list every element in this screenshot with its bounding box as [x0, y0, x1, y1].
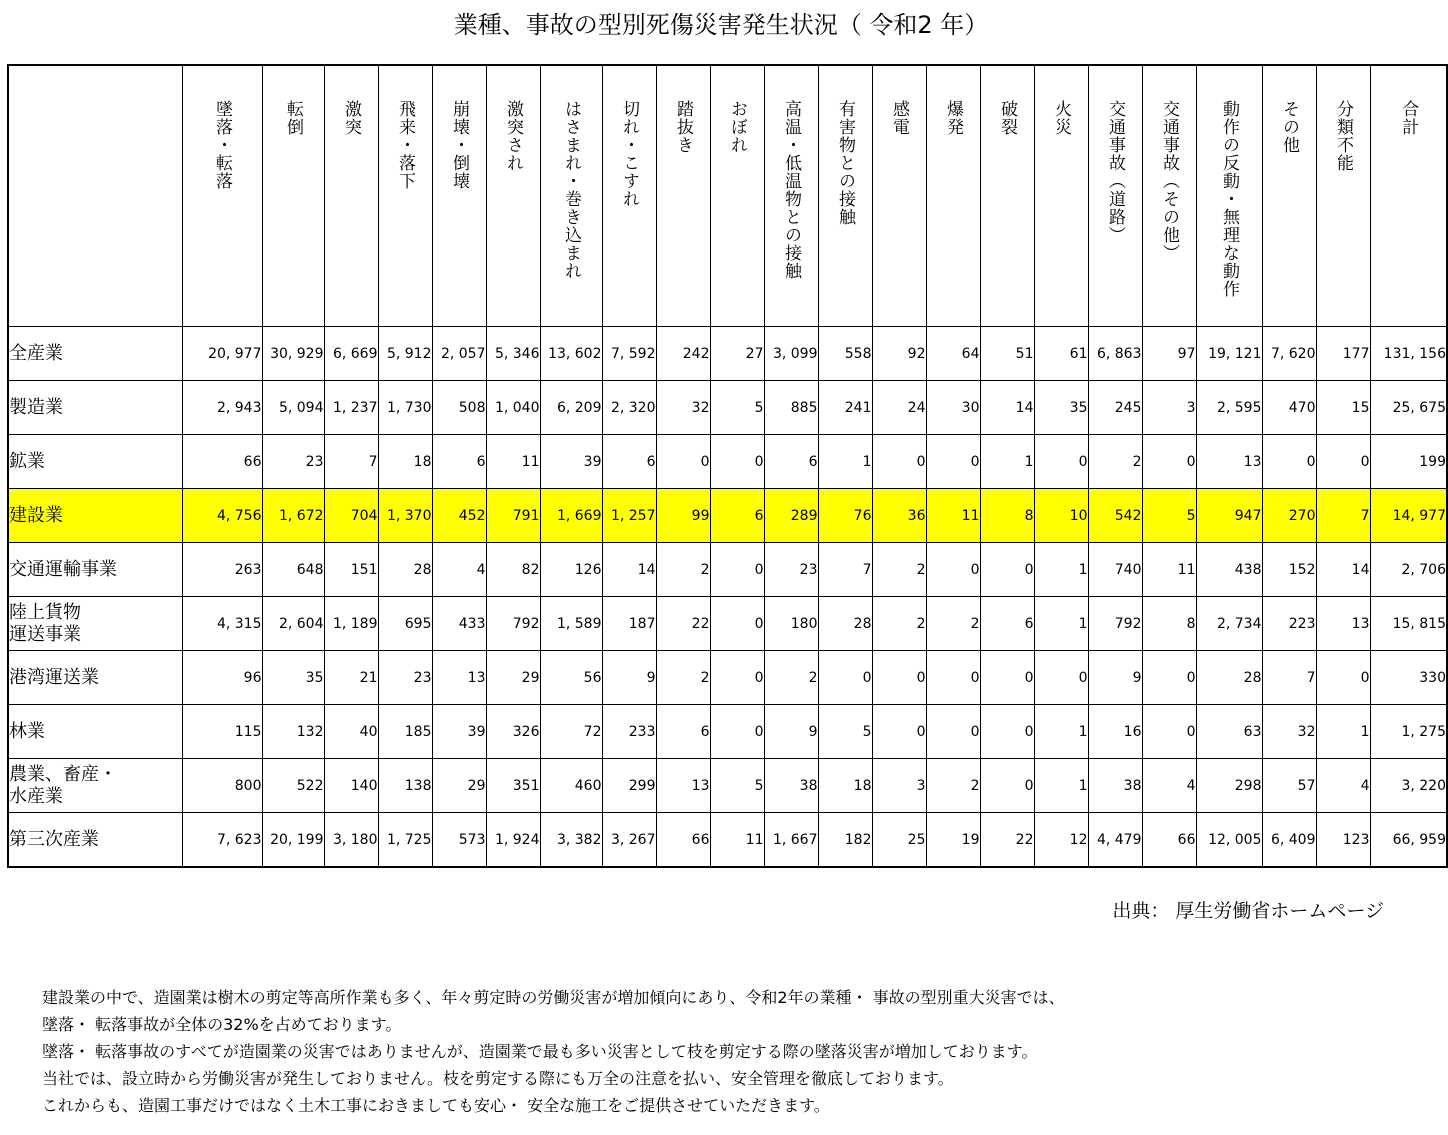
table-cell: 947	[1196, 489, 1262, 543]
table-cell: 223	[1262, 597, 1316, 651]
column-header-label: 激突され	[503, 100, 523, 172]
table-row	[8, 705, 1447, 759]
table-cell: 14, 977	[1370, 489, 1447, 543]
column-header	[432, 65, 486, 327]
table-cell: 5	[710, 381, 764, 435]
table-cell: 452	[432, 489, 486, 543]
accident-statistics-table	[7, 64, 1448, 868]
column-header-label: 交通事故（道路）	[1105, 100, 1125, 244]
table-cell: 522	[262, 759, 324, 813]
table-cell: 6, 409	[1262, 813, 1316, 868]
column-header-label: 切れ・こすれ	[619, 100, 639, 208]
table-cell: 19	[926, 813, 980, 868]
table-cell: 23	[262, 435, 324, 489]
table-cell: 19, 121	[1196, 327, 1262, 381]
column-header-label: その他	[1279, 100, 1299, 154]
column-header-label: はさまれ・巻き込まれ	[561, 100, 581, 280]
table-cell: 299	[602, 759, 656, 813]
table-cell: 96	[182, 651, 262, 705]
table-cell: 298	[1196, 759, 1262, 813]
table-cell: 97	[1142, 327, 1196, 381]
table-cell: 11	[926, 489, 980, 543]
table-cell: 199	[1370, 435, 1447, 489]
table-cell: 6	[710, 489, 764, 543]
table-cell: 0	[926, 651, 980, 705]
column-header-label: 感電	[889, 100, 909, 136]
table-cell: 29	[432, 759, 486, 813]
table-cell: 28	[818, 597, 872, 651]
column-header	[926, 65, 980, 327]
table-cell: 13	[656, 759, 710, 813]
column-header-label: 合計	[1398, 100, 1419, 136]
note-line: 墜落・ 転落事故のすべてが造園業の災害ではありませんが、造園業で最も多い災害として枝を剪定する際の墜落災害が増加しております。	[42, 1042, 1038, 1061]
table-cell: 885	[764, 381, 818, 435]
column-header	[1262, 65, 1316, 327]
table-cell: 9	[602, 651, 656, 705]
table-cell: 61	[1034, 327, 1088, 381]
column-header-label: 破裂	[997, 100, 1017, 136]
table-cell: 5	[1142, 489, 1196, 543]
table-cell: 131, 156	[1370, 327, 1447, 381]
table-cell: 0	[710, 597, 764, 651]
table-cell: 4	[1142, 759, 1196, 813]
table-cell: 2, 604	[262, 597, 324, 651]
industry-name: 交通運輸事業	[8, 543, 182, 597]
table-cell: 21	[324, 651, 378, 705]
notes	[42, 984, 1422, 1119]
column-header	[764, 65, 818, 327]
table-cell: 66	[182, 435, 262, 489]
table-body	[8, 327, 1447, 868]
table-cell: 4	[432, 543, 486, 597]
table-cell: 5	[818, 705, 872, 759]
column-header	[1316, 65, 1370, 327]
table-cell: 7	[818, 543, 872, 597]
table-cell: 8	[980, 489, 1034, 543]
table-cell: 82	[486, 543, 540, 597]
column-header-label: 崩壊・倒壊	[449, 100, 469, 190]
table-cell: 29	[486, 651, 540, 705]
table-cell: 99	[656, 489, 710, 543]
table-cell: 10	[1034, 489, 1088, 543]
table-cell: 3, 267	[602, 813, 656, 868]
table-cell: 13, 602	[540, 327, 602, 381]
table-cell: 1	[1034, 543, 1088, 597]
industry-name: 港湾運送業	[8, 651, 182, 705]
table-cell: 0	[1316, 651, 1370, 705]
table-cell: 35	[1034, 381, 1088, 435]
table-cell: 0	[926, 435, 980, 489]
table-cell: 25, 675	[1370, 381, 1447, 435]
table-cell: 3, 382	[540, 813, 602, 868]
table-cell: 11	[710, 813, 764, 868]
header-row	[8, 65, 1447, 327]
note-line: 当社では、設立時から労働災害が発生しておりません。枝を剪定する際にも万全の注意を払い、安全管理を徹底しております。	[42, 1069, 954, 1088]
table-cell: 2	[872, 597, 926, 651]
table-cell: 792	[486, 597, 540, 651]
column-header-label: 火災	[1051, 100, 1071, 136]
table-cell: 6	[432, 435, 486, 489]
table-row	[8, 435, 1447, 489]
table-row	[8, 597, 1447, 651]
table-cell: 3, 220	[1370, 759, 1447, 813]
table-cell: 0	[980, 705, 1034, 759]
table-cell: 0	[1034, 435, 1088, 489]
column-header-label: 交通事故（その他）	[1159, 100, 1179, 262]
table-cell: 1	[1316, 705, 1370, 759]
table-cell: 263	[182, 543, 262, 597]
table-cell: 3	[872, 759, 926, 813]
table-cell: 35	[262, 651, 324, 705]
table-cell: 7	[324, 435, 378, 489]
table-cell: 6, 209	[540, 381, 602, 435]
note-line: これからも、造園工事だけではなく土木工事におきましても安心・ 安全な施工をご提供させていただきます。	[42, 1096, 830, 1115]
table-cell: 180	[764, 597, 818, 651]
table-cell: 14	[1316, 543, 1370, 597]
table-cell: 0	[710, 705, 764, 759]
table-cell: 0	[1316, 435, 1370, 489]
table-cell: 4, 315	[182, 597, 262, 651]
table-cell: 39	[432, 705, 486, 759]
table-row	[8, 489, 1447, 543]
table-cell: 573	[432, 813, 486, 868]
table-cell: 2	[656, 543, 710, 597]
table-cell: 57	[1262, 759, 1316, 813]
table-cell: 3, 180	[324, 813, 378, 868]
page-title: 業種、事故の型別死傷災害発生状況（ 令和2 年）	[453, 11, 989, 39]
table-cell: 242	[656, 327, 710, 381]
table-cell: 123	[1316, 813, 1370, 868]
table-cell: 63	[1196, 705, 1262, 759]
table-cell: 56	[540, 651, 602, 705]
table-cell: 351	[486, 759, 540, 813]
table-cell: 185	[378, 705, 432, 759]
table-cell: 39	[540, 435, 602, 489]
table-cell: 6, 863	[1088, 327, 1142, 381]
table-cell: 22	[980, 813, 1034, 868]
table-cell: 72	[540, 705, 602, 759]
table-cell: 433	[432, 597, 486, 651]
industry-name: 林業	[8, 705, 182, 759]
table-cell: 4, 479	[1088, 813, 1142, 868]
column-header	[324, 65, 378, 327]
table-cell: 1	[818, 435, 872, 489]
column-header-label: 高温・低温物との接触	[781, 100, 801, 280]
table-cell: 245	[1088, 381, 1142, 435]
table-cell: 0	[980, 543, 1034, 597]
column-header-label: 動作の反動・無理な動作	[1219, 100, 1239, 298]
table-cell: 32	[1262, 705, 1316, 759]
table-cell: 7, 623	[182, 813, 262, 868]
column-header	[1370, 65, 1447, 327]
table-cell: 5	[710, 759, 764, 813]
table-cell: 289	[764, 489, 818, 543]
table-cell: 460	[540, 759, 602, 813]
table-cell: 66	[1142, 813, 1196, 868]
column-header	[656, 65, 710, 327]
table-cell: 30	[926, 381, 980, 435]
industry-name: 農業、畜産・ 水産業	[8, 759, 182, 813]
table-cell: 40	[324, 705, 378, 759]
column-header-label: 分類不能	[1333, 100, 1353, 172]
table-row	[8, 651, 1447, 705]
table-cell: 2, 943	[182, 381, 262, 435]
table-cell: 38	[764, 759, 818, 813]
table-cell: 0	[980, 651, 1034, 705]
table-cell: 14	[980, 381, 1034, 435]
table-cell: 132	[262, 705, 324, 759]
table-cell: 12, 005	[1196, 813, 1262, 868]
table-cell: 1, 730	[378, 381, 432, 435]
table-cell: 326	[486, 705, 540, 759]
table-cell: 0	[872, 435, 926, 489]
table-cell: 1	[980, 435, 1034, 489]
table-cell: 0	[710, 435, 764, 489]
table-cell: 6	[656, 705, 710, 759]
table-cell: 4, 756	[182, 489, 262, 543]
table-cell: 15, 815	[1370, 597, 1447, 651]
table-cell: 7, 620	[1262, 327, 1316, 381]
column-header-label: 転倒	[283, 100, 303, 136]
column-header	[710, 65, 764, 327]
table-cell: 8	[1142, 597, 1196, 651]
table-cell: 1	[1034, 597, 1088, 651]
table-cell: 7	[1316, 489, 1370, 543]
table-cell: 6, 669	[324, 327, 378, 381]
table-cell: 1	[1034, 705, 1088, 759]
industry-name: 製造業	[8, 381, 182, 435]
table-cell: 30, 929	[262, 327, 324, 381]
note-line: 建設業の中で、造園業は樹木の剪定等高所作業も多く、年々剪定時の労働災害が増加傾向にあり、令和2年の業種・ 事故の型別重大災害では、	[42, 988, 1065, 1007]
table-cell: 1, 924	[486, 813, 540, 868]
column-header-label: 爆発	[943, 100, 963, 136]
table-cell: 0	[818, 651, 872, 705]
column-header	[182, 65, 262, 327]
table-row	[8, 543, 1447, 597]
table-cell: 36	[872, 489, 926, 543]
table-cell: 792	[1088, 597, 1142, 651]
table-cell: 1, 725	[378, 813, 432, 868]
column-header-label: 激突	[341, 100, 361, 136]
table-cell: 20, 977	[182, 327, 262, 381]
table-cell: 1, 669	[540, 489, 602, 543]
column-header	[1088, 65, 1142, 327]
column-header	[540, 65, 602, 327]
industry-name: 建設業	[8, 489, 182, 543]
table-cell: 438	[1196, 543, 1262, 597]
table-cell: 1, 589	[540, 597, 602, 651]
table-cell: 15	[1316, 381, 1370, 435]
table-cell: 38	[1088, 759, 1142, 813]
table-cell: 0	[926, 705, 980, 759]
table-cell: 9	[764, 705, 818, 759]
table-cell: 0	[1142, 651, 1196, 705]
table-cell: 270	[1262, 489, 1316, 543]
industry-name: 鉱業	[8, 435, 182, 489]
column-header	[1142, 65, 1196, 327]
industry-name: 全産業	[8, 327, 182, 381]
column-header	[872, 65, 926, 327]
table-cell: 1, 667	[764, 813, 818, 868]
table-cell: 2, 320	[602, 381, 656, 435]
table-cell: 187	[602, 597, 656, 651]
table-cell: 5, 346	[486, 327, 540, 381]
table-cell: 18	[378, 435, 432, 489]
column-header	[602, 65, 656, 327]
table-cell: 470	[1262, 381, 1316, 435]
column-header	[980, 65, 1034, 327]
table-cell: 695	[378, 597, 432, 651]
table-cell: 28	[378, 543, 432, 597]
table-cell: 32	[656, 381, 710, 435]
table-cell: 2, 734	[1196, 597, 1262, 651]
table-cell: 64	[926, 327, 980, 381]
table-cell: 140	[324, 759, 378, 813]
table-cell: 28	[1196, 651, 1262, 705]
table-cell: 126	[540, 543, 602, 597]
table-cell: 241	[818, 381, 872, 435]
table-cell: 2, 057	[432, 327, 486, 381]
table-cell: 5, 094	[262, 381, 324, 435]
table-cell: 18	[818, 759, 872, 813]
table-cell: 0	[980, 759, 1034, 813]
table-cell: 16	[1088, 705, 1142, 759]
table-cell: 0	[1142, 435, 1196, 489]
industry-name: 陸上貨物 運送事業	[8, 597, 182, 651]
column-header-label: おぼれ	[727, 100, 747, 154]
corner-cell	[8, 65, 182, 327]
table-row	[8, 327, 1447, 381]
table-cell: 7, 592	[602, 327, 656, 381]
column-header	[262, 65, 324, 327]
table-cell: 558	[818, 327, 872, 381]
table-cell: 3	[1142, 381, 1196, 435]
table-cell: 0	[1262, 435, 1316, 489]
table-cell: 13	[432, 651, 486, 705]
table-row	[8, 381, 1447, 435]
table-cell: 1	[1034, 759, 1088, 813]
table-cell: 704	[324, 489, 378, 543]
table-cell: 2	[872, 543, 926, 597]
table-cell: 12	[1034, 813, 1088, 868]
table-cell: 138	[378, 759, 432, 813]
table-cell: 0	[872, 705, 926, 759]
table-cell: 115	[182, 705, 262, 759]
table-cell: 508	[432, 381, 486, 435]
column-header-label: 踏抜き	[673, 100, 693, 154]
table-cell: 2, 595	[1196, 381, 1262, 435]
column-header-label: 有害物との接触	[835, 100, 855, 226]
table-cell: 0	[1142, 705, 1196, 759]
table-cell: 92	[872, 327, 926, 381]
table-cell: 1, 672	[262, 489, 324, 543]
table-cell: 22	[656, 597, 710, 651]
table-cell: 151	[324, 543, 378, 597]
table-cell: 20, 199	[262, 813, 324, 868]
table-cell: 0	[926, 543, 980, 597]
column-header	[818, 65, 872, 327]
table-cell: 3, 099	[764, 327, 818, 381]
table-cell: 1, 189	[324, 597, 378, 651]
column-header	[378, 65, 432, 327]
table-cell: 182	[818, 813, 872, 868]
table-cell: 330	[1370, 651, 1447, 705]
table-cell: 0	[1034, 651, 1088, 705]
column-header-label: 墜落・転落	[212, 100, 232, 190]
table-cell: 1, 275	[1370, 705, 1447, 759]
table-cell: 51	[980, 327, 1034, 381]
table-cell: 0	[656, 435, 710, 489]
table-cell: 2	[926, 759, 980, 813]
table-cell: 14	[602, 543, 656, 597]
table-cell: 2, 706	[1370, 543, 1447, 597]
table-cell: 2	[656, 651, 710, 705]
source-credit: 出典： 厚生労働省ホームページ	[1112, 900, 1384, 922]
table-cell: 0	[710, 651, 764, 705]
table-cell: 233	[602, 705, 656, 759]
table-row	[8, 813, 1447, 868]
column-header	[1034, 65, 1088, 327]
table-cell: 11	[1142, 543, 1196, 597]
table-cell: 2	[1088, 435, 1142, 489]
column-header	[1196, 65, 1262, 327]
column-header	[486, 65, 540, 327]
table-cell: 7	[1262, 651, 1316, 705]
note-line: 墜落・ 転落事故が全体の32%を占めております。	[42, 1015, 402, 1034]
table-cell: 0	[710, 543, 764, 597]
table-cell: 6	[602, 435, 656, 489]
table-cell: 23	[378, 651, 432, 705]
table-cell: 23	[764, 543, 818, 597]
table-cell: 1, 040	[486, 381, 540, 435]
table-cell: 66	[656, 813, 710, 868]
table-cell: 0	[872, 651, 926, 705]
table-cell: 2	[926, 597, 980, 651]
table-cell: 76	[818, 489, 872, 543]
table-cell: 800	[182, 759, 262, 813]
table-cell: 177	[1316, 327, 1370, 381]
table-cell: 152	[1262, 543, 1316, 597]
table-cell: 11	[486, 435, 540, 489]
table-cell: 4	[1316, 759, 1370, 813]
table-cell: 2	[764, 651, 818, 705]
table-cell: 24	[872, 381, 926, 435]
table-cell: 648	[262, 543, 324, 597]
table-cell: 9	[1088, 651, 1142, 705]
table-cell: 66, 959	[1370, 813, 1447, 868]
table-cell: 542	[1088, 489, 1142, 543]
table-cell: 1, 257	[602, 489, 656, 543]
table-cell: 13	[1196, 435, 1262, 489]
table-cell: 13	[1316, 597, 1370, 651]
table-cell: 27	[710, 327, 764, 381]
table-cell: 1, 237	[324, 381, 378, 435]
industry-name: 第三次産業	[8, 813, 182, 868]
table-cell: 740	[1088, 543, 1142, 597]
table-cell: 791	[486, 489, 540, 543]
column-header-label: 飛来・落下	[395, 100, 415, 190]
table-cell: 6	[980, 597, 1034, 651]
table-row	[8, 759, 1447, 813]
table-cell: 6	[764, 435, 818, 489]
table-cell: 5, 912	[378, 327, 432, 381]
table-cell: 1, 370	[378, 489, 432, 543]
table-cell: 25	[872, 813, 926, 868]
